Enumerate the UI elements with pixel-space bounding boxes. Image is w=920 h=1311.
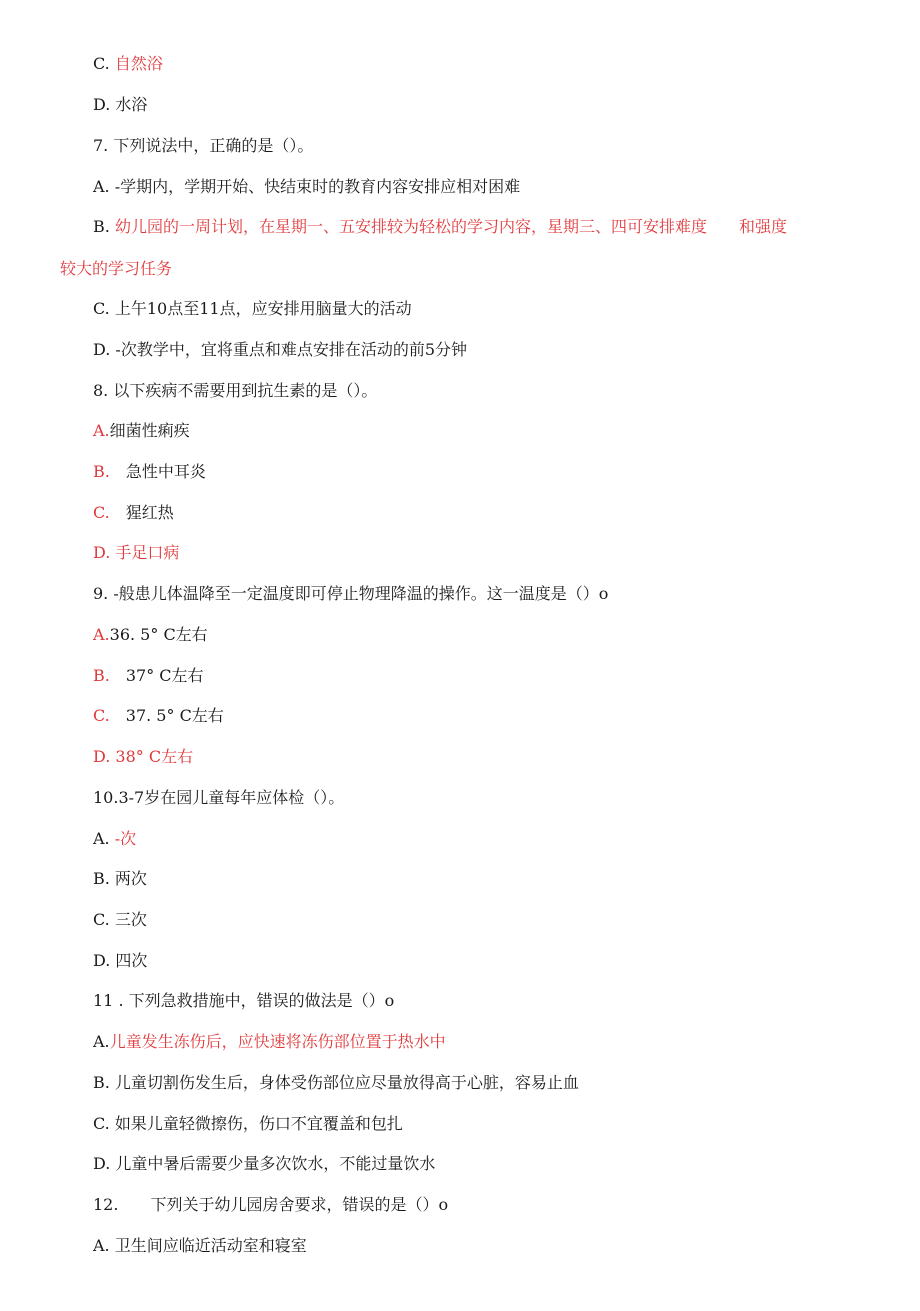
q11-option-d: D. 儿童中暑后需要少量多次饮水，不能过量饮水 [93,1154,436,1173]
q8-option-b: B. 急性中耳炎 [93,462,206,481]
q11-option-b: B. 儿童切割伤发生后，身体受伤部位应尽量放得高于心脏，容易止血 [93,1073,579,1092]
q10-option-c: C. 三次 [93,910,147,929]
question-9: 9. -般患儿体温降至一定温度即可停止物理降温的操作。这一温度是（）o [93,584,609,603]
question-12: 12. 下列关于幼儿园房舍要求，错误的是（）o [93,1195,449,1214]
q9-option-b: B. 37° C左右 [93,666,204,685]
q9-option-c: C. 37. 5° C左右 [93,706,224,725]
q7-option-b: B. 幼儿园的一周计划，在星期一、五安排较为轻松的学习内容，星期三、四可安排难度 和强度 [93,217,787,236]
q10-option-d: D. 四次 [93,951,148,970]
q7-option-c: C. 上午10点至11点，应安排用脑量大的活动 [93,299,412,318]
q10-option-a: A. -次 [93,829,137,848]
question-10: 10.3-7岁在园儿童每年应体检（）。 [93,788,345,807]
q8-option-c: C. 猩红热 [93,503,174,522]
q11-option-c: C. 如果儿童轻微擦伤，伤口不宜覆盖和包扎 [93,1114,403,1133]
q10-option-b: B. 两次 [93,869,147,888]
question-8: 8. 以下疾病不需要用到抗生素的是（）。 [93,381,378,400]
question-11: 11 . 下列急救措施中，错误的做法是（）o [93,991,395,1010]
q11-option-a: A.儿童发生冻伤后，应快速将冻伤部位置于热水中 [93,1032,446,1051]
q8-option-a: A.细菌性痢疾 [93,421,190,440]
q12-option-a: A. 卫生间应临近活动室和寝室 [93,1236,307,1255]
question-7: 7. 下列说法中，正确的是（）。 [93,136,314,155]
q9-option-a: A.36. 5° C左右 [93,625,208,644]
option-c-natural-bath: C. 自然浴 [93,54,163,73]
option-d-water-bath: D. 水浴 [93,95,148,114]
q8-option-d: D. 手足口病 [93,543,180,562]
q7-option-b-continued: 较大的学习任务 [60,259,173,278]
q9-option-d: D. 38° C左右 [93,747,194,766]
q7-option-d: D. -次教学中，宜将重点和难点安排在活动的前5分钟 [93,340,468,359]
q7-option-a: A. -学期内，学期开始、快结束时的教育内容安排应相对困难 [93,177,521,196]
